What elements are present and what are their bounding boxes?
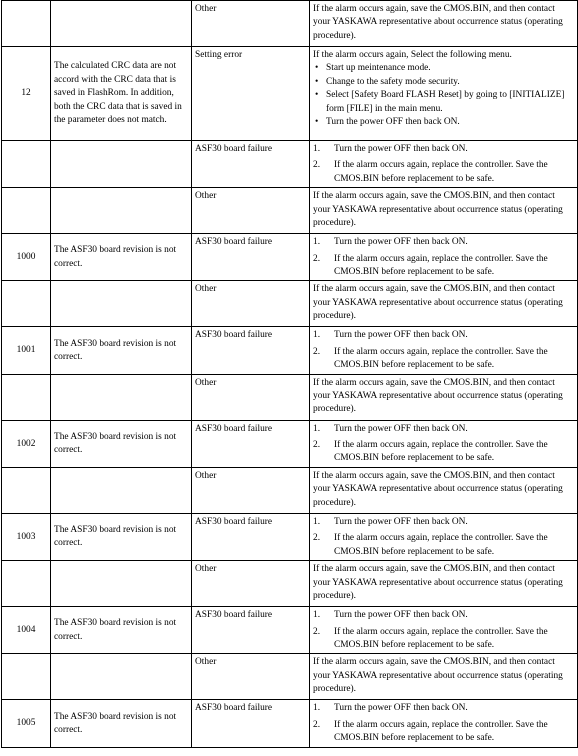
- remedy-step-text: Turn the power OFF then back ON.: [334, 703, 468, 714]
- remedy-step-item: [313, 626, 574, 653]
- alarm-remedy-cell: [310, 47, 578, 141]
- alarm-cause-cell: ASF30 board failure: [192, 234, 310, 281]
- remedy-step-item: [313, 423, 574, 436]
- remedy-step-item: [313, 159, 574, 186]
- remedy-step-number: 1.: [313, 330, 321, 341]
- remedy-step-number: 2.: [313, 346, 321, 357]
- remedy-text: If the alarm occurs again, save the CMOS.BIN, and then contact your YASKAWA representative about occurrence status (operating procedure).: [313, 284, 563, 322]
- remedy-step-item: [313, 532, 574, 559]
- remedy-step-item: [313, 236, 574, 249]
- remedy-step-item: [313, 702, 574, 715]
- remedy-text: If the alarm occurs again, save the CMOS.BIN, and then contact your YASKAWA representative about occurrence status (operating procedure).: [313, 191, 563, 229]
- alarm-remedy-cell: [310, 561, 578, 607]
- alarm-cause-cell: Setting error: [192, 47, 310, 141]
- alarm-remedy-cell: [310, 188, 578, 234]
- alarm-number-cell: [2, 374, 51, 420]
- remedy-step-number: 1.: [313, 144, 321, 154]
- table-row: [2, 374, 578, 420]
- remedy-bullet-item: [313, 116, 574, 129]
- remedy-text: If the alarm occurs again, save the CMOS.BIN, and then contact your YASKAWA representative about occurrence status (operating procedure).: [313, 4, 563, 41]
- alarm-remedy-cell: [310, 654, 578, 700]
- alarm-cause-cell: Other: [192, 281, 310, 327]
- remedy-bullet-text: Select [Safety Board FLASH Reset] by going to [INITIALIZE] form [FILE] in the main menu.: [326, 90, 565, 114]
- table-row: [2, 467, 578, 513]
- table-row: [2, 327, 578, 374]
- remedy-bullet-text: Start up meintenance mode.: [326, 63, 431, 74]
- alarm-number-cell: 1000: [2, 234, 51, 281]
- remedy-step-item: [313, 143, 574, 156]
- remedy-step-item: [313, 253, 574, 280]
- alarm-description-cell: [51, 141, 192, 188]
- remedy-step-text: If the alarm occurs again, replace the controller. Save the CMOS.BIN before replacement to be safe.: [334, 346, 548, 371]
- remedy-step-number: 2.: [313, 253, 321, 264]
- bullet-icon: •: [315, 117, 319, 128]
- alarm-description-cell: The ASF30 board revision is not correct.: [51, 420, 192, 467]
- remedy-step-item: [313, 719, 574, 746]
- table-row: [2, 420, 578, 467]
- remedy-step-text: If the alarm occurs again, replace the controller. Save the CMOS.BIN before replacement to be safe.: [334, 160, 548, 184]
- alarm-number-cell: 1002: [2, 420, 51, 467]
- alarm-description-cell: [51, 1, 192, 47]
- alarm-cause-cell: Other: [192, 1, 310, 47]
- remedy-step-number: 1.: [313, 237, 321, 248]
- remedy-text: If the alarm occurs again, save the CMOS.BIN, and then contact your YASKAWA representative about occurrence status (operating procedure).: [313, 657, 563, 695]
- bullet-icon: •: [315, 76, 319, 87]
- alarm-number-cell: [2, 188, 51, 234]
- alarm-number-cell: [2, 1, 51, 47]
- remedy-step-text: Turn the power OFF then back ON.: [334, 237, 468, 248]
- remedy-step-number: 2.: [313, 533, 321, 544]
- alarm-remedy-cell: [310, 420, 578, 467]
- remedy-step-item: [313, 609, 574, 622]
- table-row: [2, 234, 578, 281]
- remedy-step-number: 1.: [313, 423, 321, 434]
- table-row: [2, 47, 578, 141]
- table-row: [2, 561, 578, 607]
- remedy-step-text: Turn the power OFF then back ON.: [334, 144, 468, 154]
- table-row: [2, 141, 578, 188]
- bullet-icon: •: [315, 90, 319, 101]
- alarm-description-cell: [51, 374, 192, 420]
- alarm-description-cell: [51, 467, 192, 513]
- alarm-number-cell: 1001: [2, 327, 51, 374]
- alarm-number-cell: [2, 141, 51, 188]
- table-row: [2, 513, 578, 560]
- alarm-cause-cell: ASF30 board failure: [192, 141, 310, 188]
- alarm-cause-cell: ASF30 board failure: [192, 607, 310, 654]
- table-row: [2, 281, 578, 327]
- alarm-number-cell: 1003: [2, 513, 51, 560]
- remedy-step-number: 2.: [313, 160, 321, 171]
- alarm-description-cell: The ASF30 board revision is not correct.: [51, 513, 192, 560]
- alarm-remedy-cell: [310, 607, 578, 654]
- remedy-step-number: 1.: [313, 516, 321, 527]
- alarm-description-cell: [51, 281, 192, 327]
- alarm-remedy-cell: [310, 1, 578, 47]
- remedy-step-text: If the alarm occurs again, replace the controller. Save the CMOS.BIN before replacement to be safe.: [334, 533, 548, 557]
- alarm-remedy-cell: [310, 141, 578, 188]
- remedy-intro: If the alarm occurs again, Select the following menu.: [313, 50, 512, 60]
- remedy-step-text: Turn the power OFF then back ON.: [334, 610, 468, 621]
- alarm-description-cell: [51, 654, 192, 700]
- remedy-step-item: [313, 346, 574, 373]
- bullet-icon: •: [315, 63, 319, 74]
- remedy-step-text: Turn the power OFF then back ON.: [334, 423, 468, 434]
- alarm-cause-cell: Other: [192, 467, 310, 513]
- alarm-cause-cell: ASF30 board failure: [192, 513, 310, 560]
- alarm-description-cell: The ASF30 board revision is not correct.: [51, 327, 192, 374]
- remedy-step-text: If the alarm occurs again, replace the controller. Save the CMOS.BIN before replacement to be safe.: [334, 440, 548, 464]
- remedy-bullet-item: [313, 62, 574, 75]
- remedy-bullet-item: [313, 76, 574, 89]
- remedy-step-item: [313, 516, 574, 529]
- alarm-number-cell: [2, 467, 51, 513]
- alarm-number-cell: 1004: [2, 607, 51, 654]
- remedy-text: If the alarm occurs again, save the CMOS.BIN, and then contact your YASKAWA representative about occurrence status (operating procedure).: [313, 564, 563, 601]
- alarm-remedy-cell: [310, 700, 578, 747]
- alarm-cause-cell: Other: [192, 188, 310, 234]
- alarm-number-cell: [2, 561, 51, 607]
- alarm-cause-cell: ASF30 board failure: [192, 420, 310, 467]
- remedy-bullet-item: [313, 89, 574, 116]
- remedy-step-text: If the alarm occurs again, replace the controller. Save the CMOS.BIN before replacement to be safe.: [334, 719, 548, 744]
- table-row: [2, 654, 578, 700]
- table-row: [2, 607, 578, 654]
- alarm-table-body: [2, 1, 578, 748]
- alarm-description-cell: The ASF30 board revision is not correct.: [51, 700, 192, 747]
- alarm-cause-cell: Other: [192, 561, 310, 607]
- remedy-step-item: [313, 439, 574, 466]
- alarm-description-cell: [51, 188, 192, 234]
- remedy-text: If the alarm occurs again, save the CMOS.BIN, and then contact your YASKAWA representative about occurrence status (operating procedure).: [313, 470, 563, 508]
- alarm-cause-cell: Other: [192, 374, 310, 420]
- remedy-step-number: 2.: [313, 626, 321, 637]
- remedy-step-number: 1.: [313, 703, 321, 714]
- remedy-step-item: [313, 329, 574, 342]
- alarm-number-cell: [2, 654, 51, 700]
- remedy-step-text: Turn the power OFF then back ON.: [334, 516, 468, 527]
- remedy-bullet-text: Turn the power OFF then back ON.: [326, 117, 460, 128]
- alarm-remedy-cell: [310, 513, 578, 560]
- alarm-remedy-cell: [310, 327, 578, 374]
- alarm-table: [1, 0, 578, 748]
- remedy-text: If the alarm occurs again, save the CMOS.BIN, and then contact your YASKAWA representative about occurrence status (operating procedure).: [313, 377, 563, 415]
- remedy-step-number: 2.: [313, 440, 321, 451]
- alarm-remedy-cell: [310, 234, 578, 281]
- remedy-step-number: 1.: [313, 610, 321, 621]
- remedy-step-text: If the alarm occurs again, replace the controller. Save the CMOS.BIN before replacement to be safe.: [334, 253, 548, 278]
- alarm-description-cell: The ASF30 board revision is not correct.: [51, 234, 192, 281]
- alarm-cause-cell: Other: [192, 654, 310, 700]
- alarm-description-cell: The ASF30 board revision is not correct.: [51, 607, 192, 654]
- alarm-number-cell: 12: [2, 47, 51, 141]
- alarm-number-cell: [2, 281, 51, 327]
- alarm-remedy-cell: [310, 467, 578, 513]
- table-row: [2, 700, 578, 747]
- table-row: [2, 1, 578, 47]
- alarm-remedy-cell: [310, 281, 578, 327]
- remedy-bullet-text: Change to the safety mode security.: [326, 76, 460, 87]
- alarm-description-cell: The calculated CRC data are not accord with the CRC data that is saved in FlashRom. In addition, both the CRC data that is saved in the parameter does not match.: [51, 47, 192, 141]
- alarm-cause-cell: ASF30 board failure: [192, 327, 310, 374]
- alarm-number-cell: 1005: [2, 700, 51, 747]
- alarm-cause-cell: ASF30 board failure: [192, 700, 310, 747]
- remedy-step-text: If the alarm occurs again, replace the controller. Save the CMOS.BIN before replacement to be safe.: [334, 626, 548, 650]
- table-row: [2, 188, 578, 234]
- alarm-remedy-cell: [310, 374, 578, 420]
- remedy-step-text: Turn the power OFF then back ON.: [334, 330, 468, 341]
- remedy-step-number: 2.: [313, 719, 321, 730]
- alarm-description-cell: [51, 561, 192, 607]
